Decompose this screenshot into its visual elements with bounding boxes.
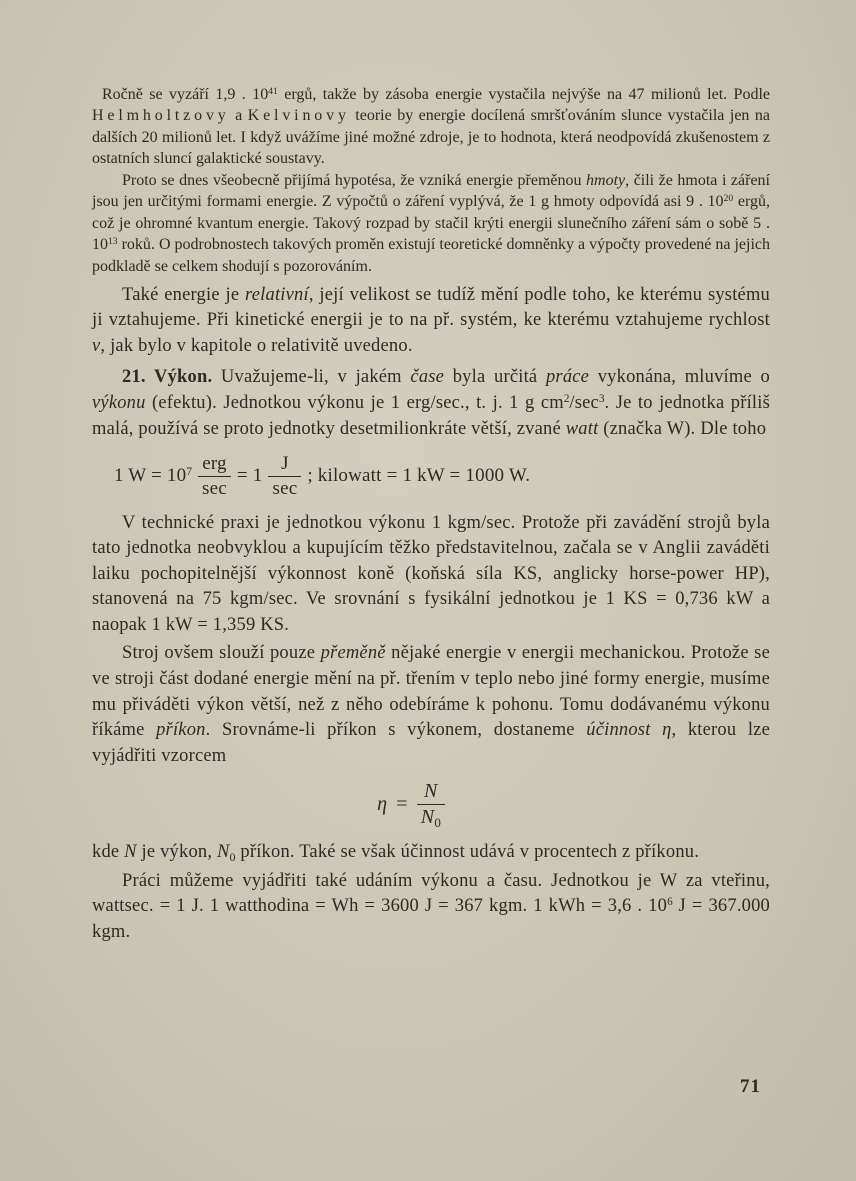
paragraph-section-21-vykon: 21. Výkon. Uvažujeme-li, v jakém čase byla určitá práce vykonána, mluvíme o výkonu (efektu). Jednotkou výkonu je 1 erg/sec., t. j. 1 g $cm^2/\sec^3$. Je to jednotka příliš malá, používá se proto jednotky desetmilionkráte větší, zvané watt (značka W). Dle toho [92,367,770,439]
efficiency-formula [92,781,730,828]
fraction-denominator: sec [198,476,231,499]
paragraph-horsepower: V technické praxi je jednotkou výkonu 1 kgm/sec. Protože při zavádění strojů byla tato jednotka neobvyklou a kupujícím těžko představitelnou, začala se v Anglii zaváděti laiku pochopitelnější výkonnost koně (koňská síla KS, anglicky horse-power HP), stanovená na 75 kgm/sec. Ve srovnání s fysikální jednotkou je 1 KS = 0,736 kW a naopak 1 kW = 1,359 KS. [92,512,770,635]
fraction-joule-per-sec [268,454,301,499]
watt-definition-formula [114,454,770,499]
formula-mid: = 1 [236,465,263,487]
page-number: 71 [740,1076,761,1097]
paragraph-mass-energy-hypothesis: Proto se dnes všeobecně přijímá hypotésa, že vzniká energie přeměnou hmoty, čili že hmota i záření jsou jen určitými formami energie. Z výpočtů o záření vyplývá, že 1 g hmoty odpovídá asi 9 . $10^{20}$ ergů, což je ohromné kvantum energie. Takový rozpad by stačil krýti energii slunečního záření sám o sobě 5 . $10^{13}$ roků. O podrobnostech takových proměn existují teoretické domněnky a výpočty provedené na jejich podkladě se celkem shodují s pozorováním. [92,171,771,275]
fraction-denominator: sec [268,476,301,499]
paragraph-efficiency-intro: Stroj ovšem slouží pouze přeměně nějaké energie v energii mechanickou. Protože se ve stroji část dodané energie mění na př. třením v teplo nebo jiné formy energie, musíme mu přiváděti výkon větší, než z něho odebíráme k pohonu. Tomu dodávanému výkonu říkáme příkon. Srovnáme-li příkon s výkonem, dostaneme účinnost η, kterou lze vyjádřiti vzorcem [92,643,770,766]
fraction-denominator: N0 [417,804,445,828]
fraction-n-over-n0 [417,781,445,828]
paragraph-work-units: Práci můžeme vyjádřiti také udáním výkonu a času. Jednotkou je W za vteřinu, wattsec. = 1 J. 1 watthodina = Wh = 3600 J = 367 kgm. 1 kWh = 3,6 . $10^6$ J = 367.000 kgm. [92,870,770,942]
fraction-numerator: N [424,780,438,803]
formula-lead: 1 $W = 10^7$ [114,465,193,487]
paragraph-efficiency-definition: kde N je výkon, N0 příkon. Také se však účinnost udává v procentech z příkonu. [92,842,700,864]
text-column [92,84,770,945]
fraction-numerator: J [281,453,289,475]
fraction-numerator: erg [202,453,227,475]
formula-tail: ; kilowatt = 1 kW = 1000 W. [307,465,531,487]
fraction-erg-per-sec [198,454,231,499]
paragraph-energy-relativity: Také energie je relativní, její velikost se tudíž mění podle toho, ke kterému systému ji vztahujeme. Při kinetické energii je to na př. systém, ke kterému vztahujeme rychlost v, jak bylo v kapitole o relativitě uvedeno. [92,284,770,356]
equals-sign: = [396,793,408,816]
eta-symbol: η [377,793,388,816]
paragraph-solar-energy-supply: Ročně se vyzáří 1,9 . $10^{41}$ ergů, takže by zásoba energie vystačila nejvýše na 47 milionů let. Podle Helmholtzovy a Kelvinovy teorie by energie docílená smršťováním slunce vystačila jen na dalších 20 milionů let. I když uvážíme jiné možné zdroje, je to hodnota, která neodpovídá zkušenostem z ostatních sluncí galaktické soustavy. [92,85,770,168]
